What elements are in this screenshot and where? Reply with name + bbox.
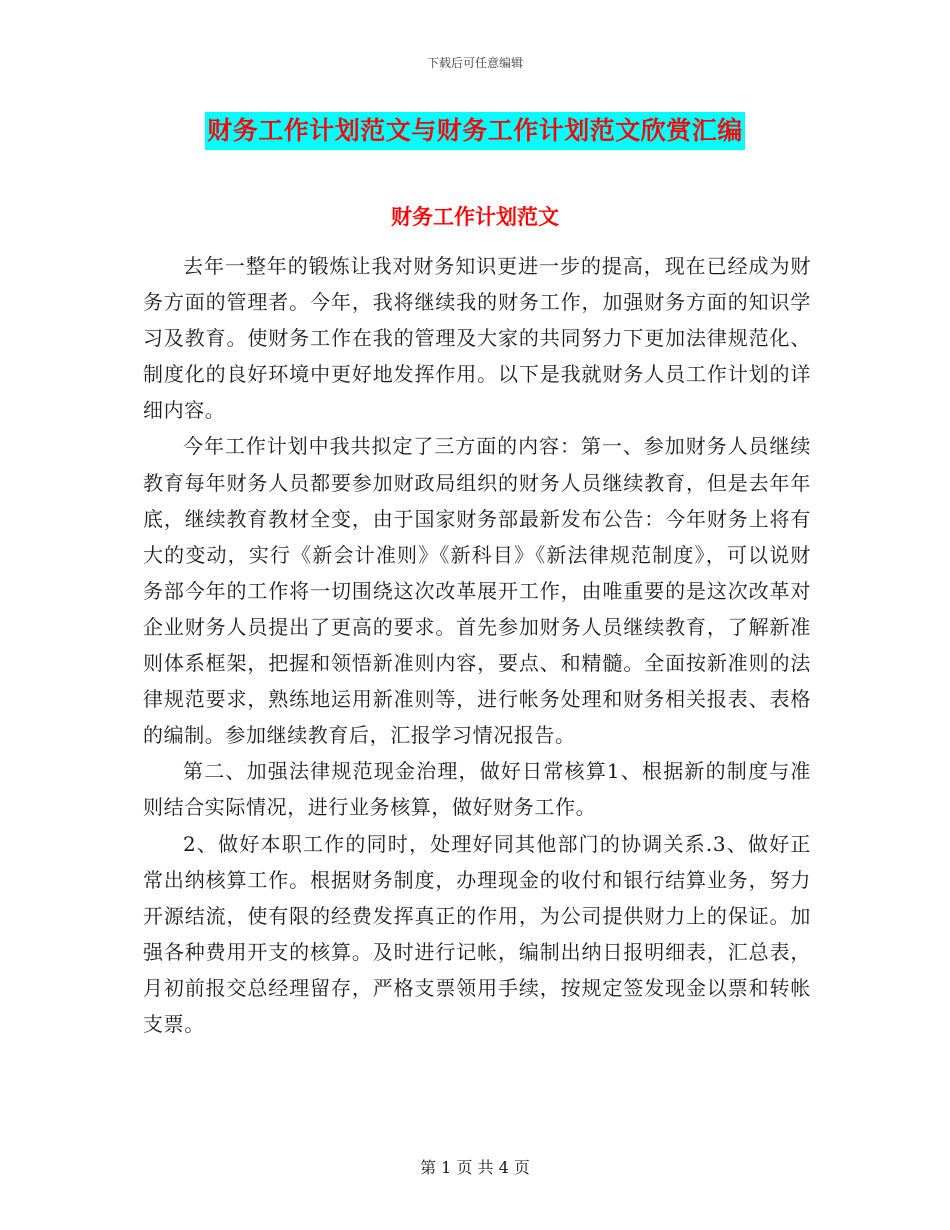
body-paragraph: 去年一整年的锻炼让我对财务知识更进一步的提高，现在已经成为财务方面的管理者。今年，我将继续我的财务工作，加强财务方面的知识学习及教育。使财务工作在我的管理及大家的共同努力下更加法律规范化、制度化的良好环境中更好地发挥作用。以下是我就财务人员工作计划的详细内容。 bbox=[143, 254, 811, 423]
body-paragraph: 第二、加强法律规范现金治理，做好日常核算1、根据新的制度与准则结合实际情况，进行业务核算，做好财务工作。 bbox=[143, 759, 811, 820]
section-title: 财务工作计划范文 bbox=[391, 205, 559, 229]
document-title: 财务工作计划范文与财务工作计划范文欣赏汇编 bbox=[205, 112, 745, 150]
page-footer: 第 1 页 共 4 页 bbox=[420, 1158, 530, 1177]
body-paragraph: 今年工作计划中我共拟定了三方面的内容：第一、参加财务人员继续教育每年财务人员都要参加财政局组织的财务人员继续教育，但是去年年底，继续教育教材全变，由于国家财务部最新发布公告：今年财务上将有大的变动，实行《新会计准则》《新科目》《新法律规范制度》，可以说财务部今年的工作将一切围绕这次改革展开工作，由唯重要的是这次改革对企业财务人员提出了更高的要求。首先参加财务人员继续教育，了解新准则体系框架，把握和领悟新准则内容，要点、和精髓。全面按新准则的法律规范要求，熟练地运用新准则等，进行帐务处理和财务相关报表、表格的编制。参加继续教育后，汇报学习情况报告。 bbox=[143, 434, 811, 748]
body-content bbox=[143, 248, 811, 1042]
page-header-note: 下载后可任意编辑 bbox=[426, 56, 523, 70]
document-title-wrapper bbox=[0, 112, 950, 150]
body-paragraph: 2、做好本职工作的同时，处理好同其他部门的协调关系.3、做好正常出纳核算工作。根据财务制度，办理现金的收付和银行结算业务，努力开源结流，使有限的经费发挥真正的作用，为公司提供财力上的保证。加强各种费用开支的核算。及时进行记帐，编制出纳日报明细表，汇总表，月初前报交总经理留存，严格支票领用手续，按规定签发现金以票和转帐支票。 bbox=[143, 831, 811, 1036]
